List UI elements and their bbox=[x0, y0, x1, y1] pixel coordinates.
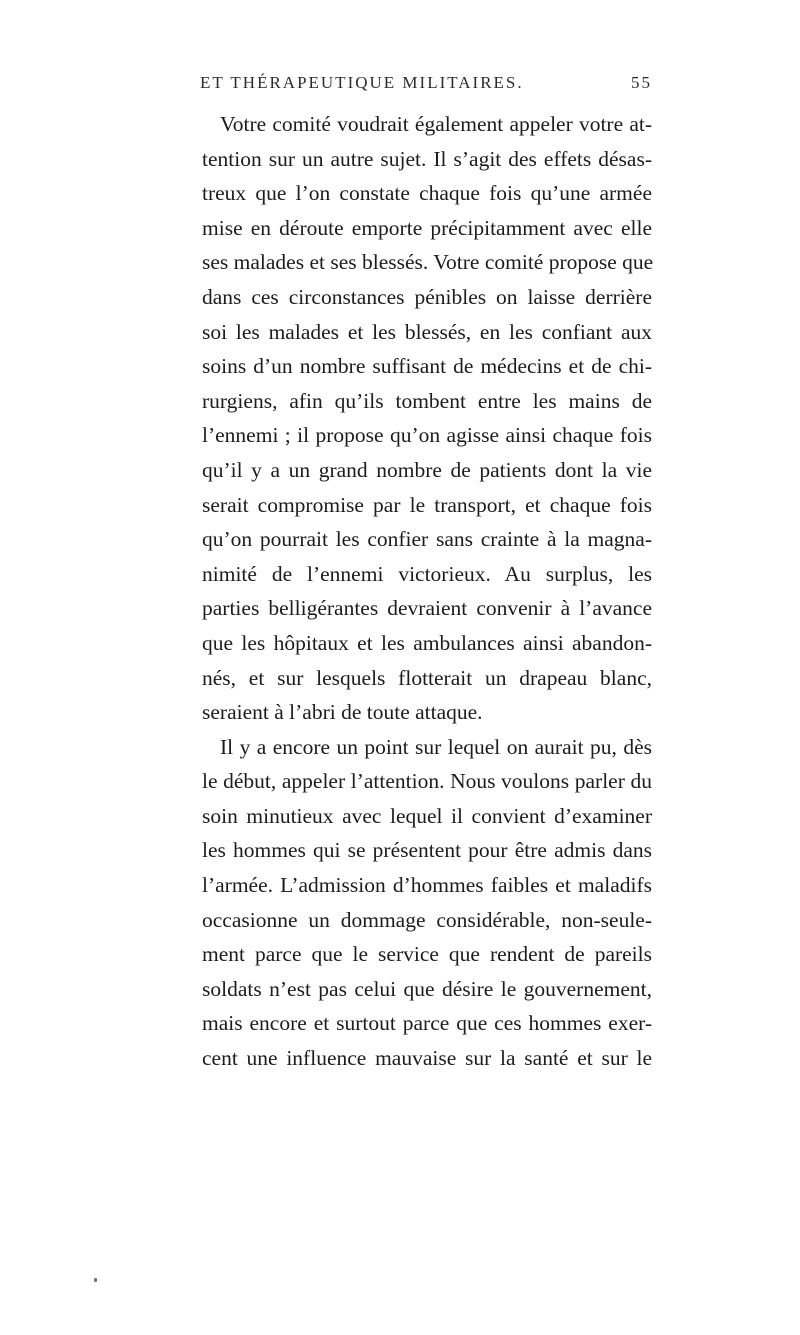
text-line: seraient à l’abri de toute attaque. bbox=[202, 700, 483, 725]
text-line: soi les malades et les blessés, en les confiant aux bbox=[202, 319, 652, 344]
body-text bbox=[202, 107, 652, 1076]
page-number: 55 bbox=[631, 73, 652, 92]
text-line: nés, et sur lesquels flotterait un drapeau blanc, bbox=[202, 665, 652, 690]
text-line: rurgiens, afin qu’ils tombent entre les mains de bbox=[202, 388, 652, 413]
text-line: Votre comité voudrait également appeler votre at- bbox=[220, 112, 652, 136]
text-line: ment parce que le service que rendent de pareils bbox=[202, 942, 652, 967]
text-line: occasionne un dommage considérable, non-seule- bbox=[202, 907, 652, 932]
text-line: dans ces circonstances pénibles on laisse derrière bbox=[202, 284, 652, 309]
text-line: cent une influence mauvaise sur la santé et sur le bbox=[202, 1046, 652, 1071]
text-line: que les hôpitaux et les ambulances ainsi abandon- bbox=[202, 630, 652, 655]
text-line: le début, appeler l’attention. Nous voulons parler du bbox=[202, 769, 652, 794]
running-head-title: ET THÉRAPEUTIQUE MILITAIRES. bbox=[200, 73, 524, 92]
text-line: Il y a encore un point sur lequel on aurait pu, dès bbox=[220, 734, 652, 759]
text-line: nimité de l’ennemi victorieux. Au surplus, les bbox=[202, 561, 652, 586]
text-line: qu’il y a un grand nombre de patients dont la vie bbox=[202, 457, 652, 482]
text-line: l’armée. L’admission d’hommes faibles et maladifs bbox=[202, 873, 652, 898]
running-head bbox=[200, 73, 652, 97]
text-line: soin minutieux avec lequel il convient d’examiner bbox=[202, 803, 652, 828]
text-line: tention sur un autre sujet. Il s’agit des effets désas- bbox=[202, 146, 652, 171]
text-line: l’ennemi ; il propose qu’on agisse ainsi chaque fois bbox=[202, 423, 652, 448]
text-line: mise en déroute emporte précipitamment avec elle bbox=[202, 215, 652, 240]
text-line: soins d’un nombre suffisant de médecins et de chi- bbox=[202, 354, 652, 379]
text-line: soldats n’est pas celui que désire le gouvernement, bbox=[202, 976, 652, 1001]
print-speck bbox=[94, 1278, 97, 1282]
text-line: mais encore et surtout parce que ces hommes exer- bbox=[202, 1011, 652, 1036]
text-line: qu’on pourrait les confier sans crainte à la magna- bbox=[202, 527, 652, 552]
text-line: les hommes qui se présentent pour être admis dans bbox=[202, 838, 652, 863]
text-line: treux que l’on constate chaque fois qu’une armée bbox=[202, 181, 652, 206]
text-line: serait compromise par le transport, et chaque fois bbox=[202, 492, 652, 517]
text-line: ses malades et ses blessés. Votre comité propose que bbox=[202, 250, 654, 275]
text-line: parties belligérantes devraient convenir à l’avance bbox=[202, 596, 652, 621]
